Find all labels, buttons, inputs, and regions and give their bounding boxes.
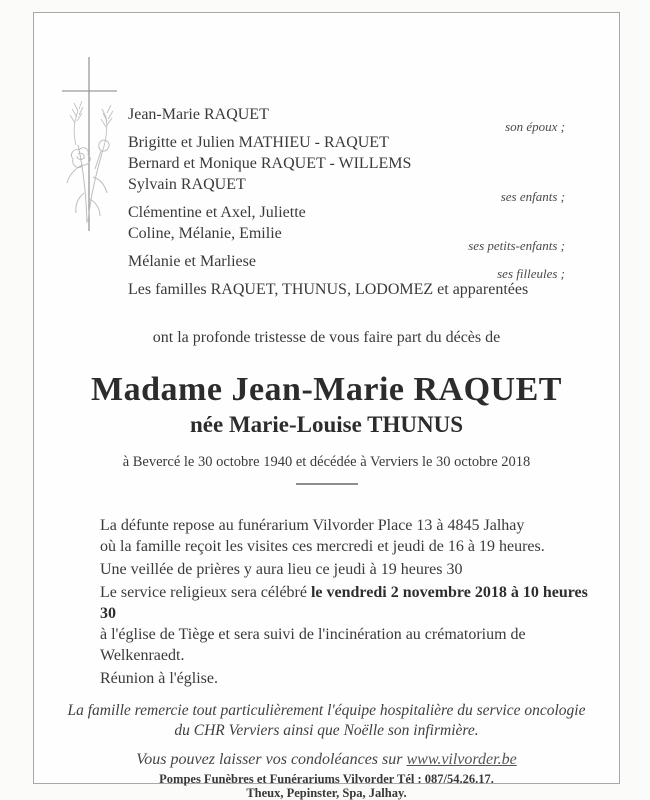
family-member: Bernard et Monique RAQUET - WILLEMS xyxy=(128,155,412,172)
family-member: Jean-Marie RAQUET xyxy=(128,106,269,123)
reunion-line: Réunion à l'église. xyxy=(100,670,218,687)
service-datetime: le vendredi 2 novembre 2018 à 10 heures 30 xyxy=(100,584,588,622)
service-paragraph xyxy=(100,582,595,666)
life-dates: à Bevercé le 30 octobre 1940 et décédée à Verviers le 30 octobre 2018 xyxy=(122,454,531,470)
repose-line2: où la famille reçoit les visites ces mercredi et jeudi de 16 à 19 heures. xyxy=(100,538,545,555)
announcement-card xyxy=(33,12,620,800)
family-list xyxy=(128,13,565,300)
relation-label: ses petits-enfants ; xyxy=(468,238,565,253)
relation-label: son époux ; xyxy=(505,119,565,134)
repose-line1: La défunte repose au funérarium Vilvorder Place 13 à 4845 Jalhay xyxy=(100,517,525,534)
condolences-line xyxy=(34,750,619,770)
thanks-line1: La famille remercie tout particulièrement l'équipe hospitalière du service oncologie xyxy=(67,702,586,719)
deceased-name: Madame Jean-Marie RAQUET xyxy=(91,371,562,408)
family-member: Coline, Mélanie, Emilie xyxy=(128,225,282,242)
family-group xyxy=(128,279,565,300)
condolences-url: www.vilvorder.be xyxy=(406,751,517,768)
service-prefix: Le service religieux sera célébré xyxy=(100,584,311,601)
funeral-home-line1: Pompes Funèbres et Funérariums Vilvorder Tél : 087/54.26.17. xyxy=(159,772,494,786)
family-group xyxy=(128,251,565,282)
family-group xyxy=(128,104,565,135)
section-divider xyxy=(296,483,358,485)
thanks-line2: du CHR Verviers ainsi que Noëlle son infirmière. xyxy=(174,722,479,739)
family-member: Brigitte et Julien MATHIEU - RAQUET xyxy=(128,134,389,151)
relation-label: ses enfants ; xyxy=(500,189,565,204)
maiden-name: née Marie-Louise THUNUS xyxy=(189,412,463,437)
family-group xyxy=(128,132,565,205)
family-member: Sylvain RAQUET xyxy=(128,176,246,193)
vigil-line: Une veillée de prières y aura lieu ce jeudi à 19 heures 30 xyxy=(100,561,463,578)
cross-flowers-icon xyxy=(55,53,121,235)
extended-families-line: Les familles RAQUET, THUNUS, LODOMEZ et apparentées xyxy=(128,281,529,298)
family-thanks xyxy=(34,701,619,741)
repose-paragraph xyxy=(100,515,595,557)
family-member: Clémentine et Axel, Juliette xyxy=(128,204,306,221)
intro-sentence: ont la profonde tristesse de vous faire part du décès de xyxy=(152,329,501,346)
condolences-text: Vous pouvez laisser vos condoléances sur xyxy=(136,751,407,768)
family-group xyxy=(128,202,565,254)
funeral-home-footer xyxy=(34,772,619,800)
family-member: Mélanie et Marliese xyxy=(128,253,256,270)
relation-label: ses filleules ; xyxy=(497,266,565,281)
funeral-details xyxy=(100,515,595,689)
funeral-home-line2: Theux, Pepinster, Spa, Jalhay. xyxy=(246,786,407,800)
service-line2: à l'église de Tiège et sera suivi de l'incinération au crématorium de Welkenraedt. xyxy=(100,626,526,664)
